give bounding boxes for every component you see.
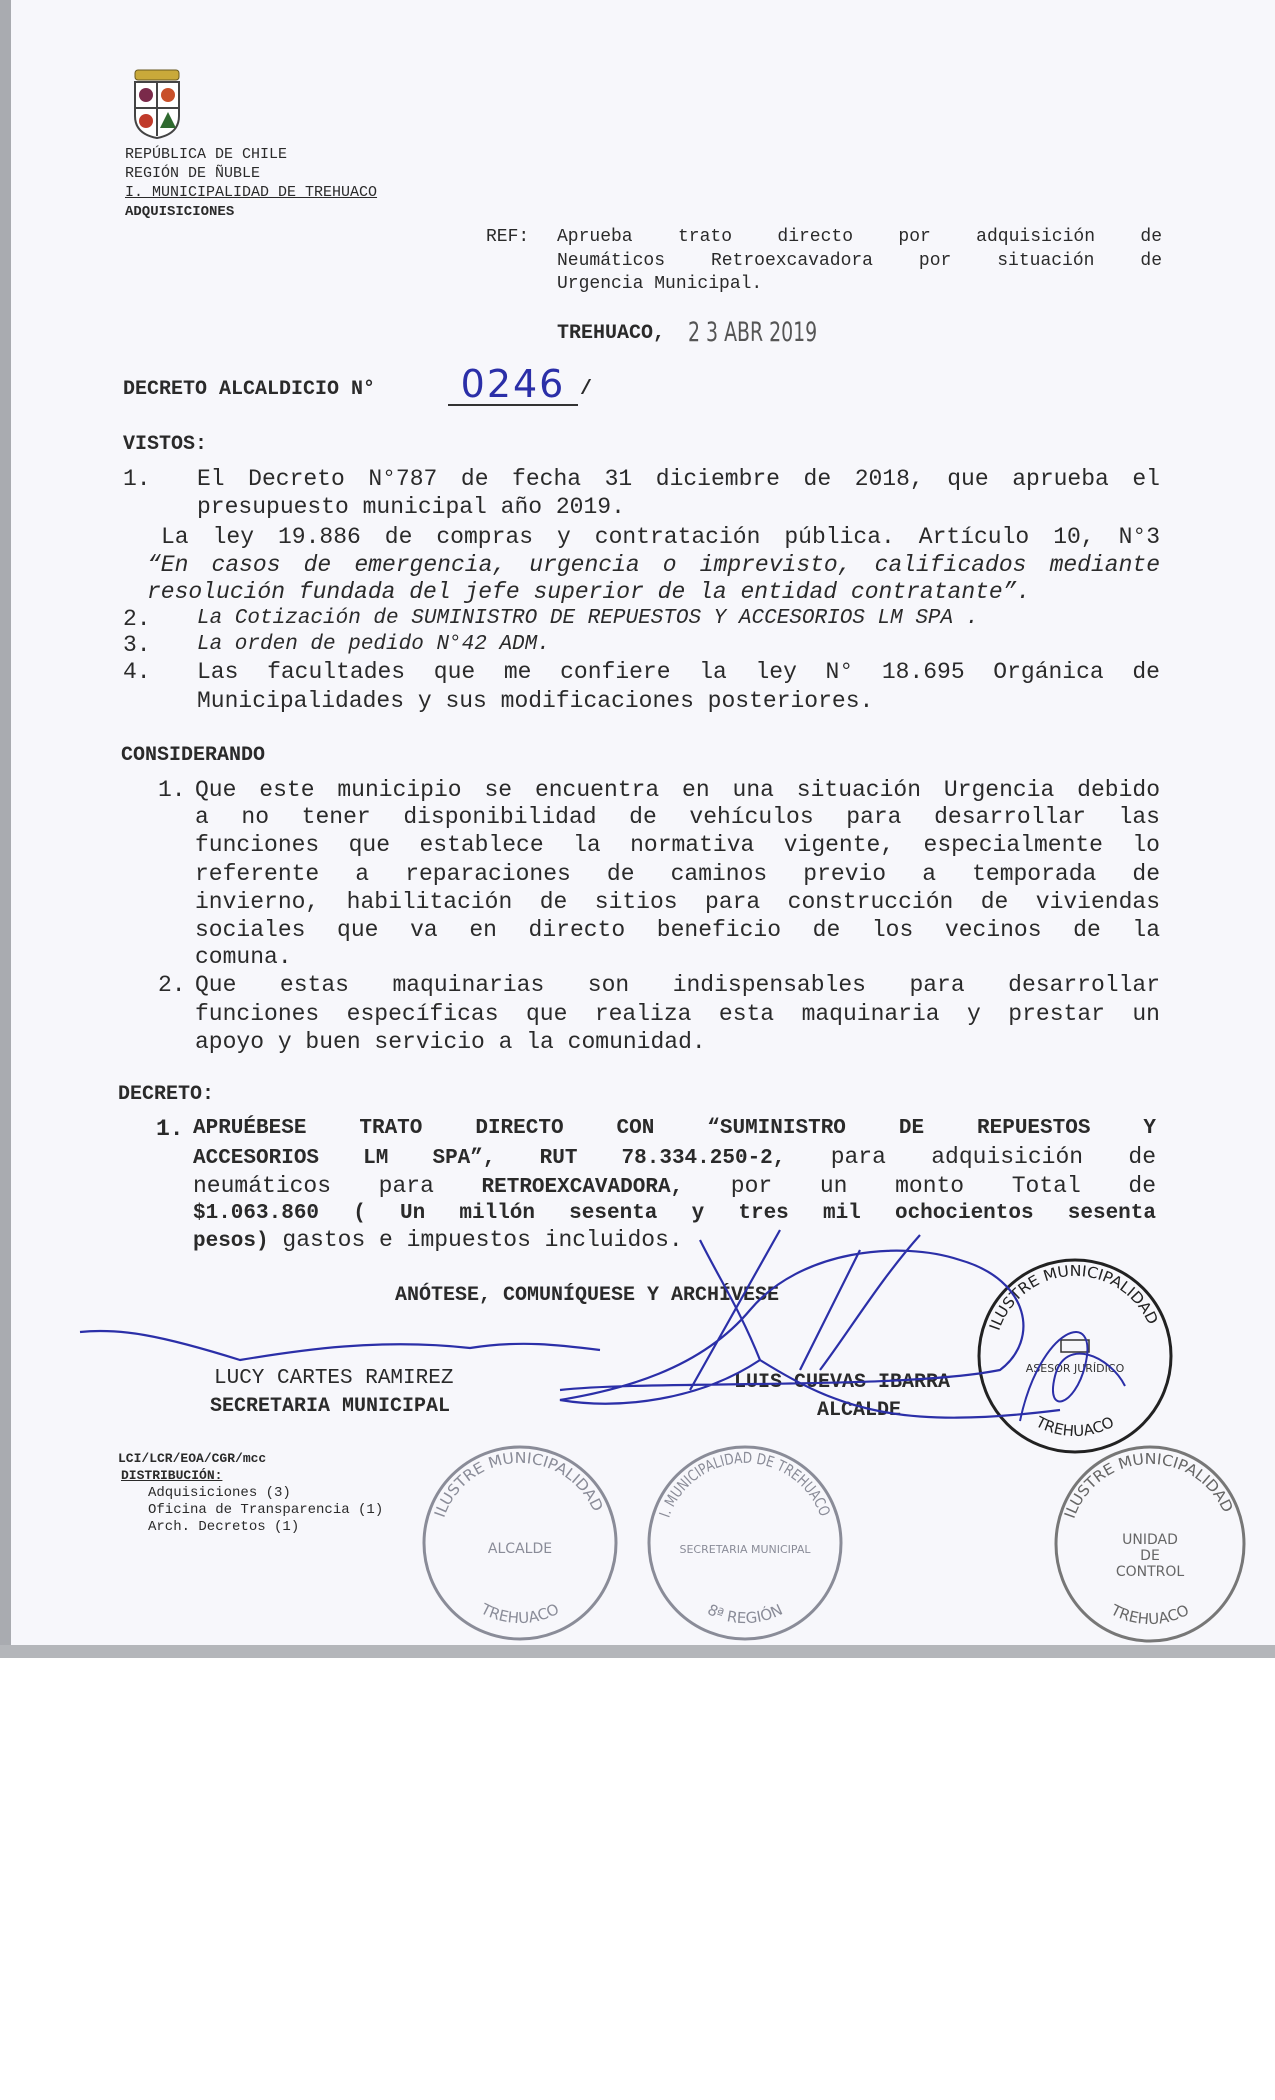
considerando-heading: CONSIDERANDO: [121, 744, 266, 767]
mayor-title: ALCALDE: [817, 1399, 902, 1422]
stamp-center-text: ASESOR JURÍDICO: [1025, 1362, 1125, 1375]
svg-text:TREHUACO: [1107, 1600, 1192, 1628]
stamp-center-text: CONTROL: [1115, 1564, 1185, 1580]
stamp-bottom-text: TREHUACO: [1108, 1600, 1192, 1629]
distribution-item: Oficina de Transparencia (1): [148, 1502, 384, 1518]
closing-formula: ANÓTESE, COMUNÍQUESE Y ARCHÍVESE: [395, 1284, 780, 1307]
mayor-name: LUIS CUEVAS IBARRA: [734, 1371, 951, 1394]
header-municipality: I. MUNICIPALIDAD DE TREHUACO: [125, 184, 378, 201]
distribution-item: Adquisiciones (3): [148, 1485, 291, 1501]
stamp-bottom-text: TREHUACO: [1033, 1412, 1117, 1441]
vistos-item-2: La Cotización de SUMINISTRO DE REPUESTOS Y ACCESORIOS LM SPA .: [197, 607, 979, 630]
decreto-text: por un monto Total de: [683, 1173, 1156, 1199]
secretary-signature: [80, 1331, 600, 1360]
decreto-machine: RETROEXCAVADORA,: [481, 1176, 684, 1199]
decreto-item-1-line: APRUÉBESE TRATO DIRECTO CON “SUMINISTRO DE REPUESTOS Y: [193, 1117, 1156, 1140]
considerando-item-1-line: sociales que va en directo beneficio de los vecinos de la: [195, 917, 1160, 943]
vistos-item-1-line: El Decreto N°787 de fecha 31 diciembre de 2018, que aprueba el: [197, 466, 1160, 492]
secretary-title: SECRETARIA MUNICIPAL: [210, 1395, 451, 1418]
stamp-ring-text: ILUSTRE MUNICIPALIDAD: [430, 1448, 607, 1520]
stamp-ring-text: ILUSTRE MUNICIPALIDAD: [985, 1261, 1162, 1333]
considerando-item-1-line: a no tener disponibilidad de vehículos para desarrollar las: [195, 804, 1160, 830]
considerando-item-2-line: apoyo y buen servicio a la comunidad.: [195, 1029, 706, 1055]
vistos-ley-line: La ley 19.886 de compras y contratación pública. Artículo 10, N°3: [161, 524, 1160, 550]
stamp-bottom-text: 8ª REGIÓN: [704, 1600, 786, 1628]
vistos-item-4-line: Municipalidades y sus modificaciones posteriores.: [197, 688, 874, 714]
vistos-ley-quote-line: resolución fundada del jefe superior de la entidad contratante”.: [147, 579, 1031, 605]
distribution-label: DISTRIBUCIÓN:: [121, 1468, 223, 1483]
scan-edge-bottom: [0, 1645, 1275, 1658]
place: TREHUACO,: [557, 322, 666, 345]
stamp-center-text: SECRETARIA MUNICIPAL: [679, 1543, 811, 1556]
ref-label: REF:: [486, 227, 530, 247]
decreto-amount-line: $1.063.860 ( Un millón sesenta y tres mil ochocientos sesenta: [193, 1202, 1156, 1225]
considerando-item-1-line: Que este municipio se encuentra en una situación Urgencia debido: [195, 777, 1160, 803]
secretary-name: LUCY CARTES RAMIREZ: [214, 1367, 454, 1390]
considerando-item-number: 2.: [158, 972, 186, 998]
considerando-item-number: 1.: [158, 777, 186, 803]
considerando-item-2-line: Que estas maquinarias son indispensables para desarrollar: [195, 972, 1160, 998]
stamp-center-text: UNIDAD: [1122, 1532, 1178, 1548]
vistos-heading: VISTOS:: [123, 433, 208, 456]
considerando-item-1-line: funciones que establece la normativa vigente, especialmente lo: [195, 832, 1160, 858]
ref-line: Neumáticos Retroexcavadora por situación de: [557, 251, 1162, 271]
vistos-item-4-line: Las facultades que me confiere la ley N° 18.695 Orgánica de: [197, 659, 1160, 685]
footer-initials: LCI/LCR/EOA/CGR/mcc: [118, 1451, 267, 1466]
header-region: REGIÓN DE ÑUBLE: [125, 165, 261, 182]
decreto-text: gastos e impuestos incluidos.: [268, 1227, 683, 1253]
signatures-ink: [0, 1220, 1275, 1580]
vistos-item-number: 1.: [123, 466, 151, 492]
ref-line: Urgencia Municipal.: [557, 274, 763, 294]
vistos-item-3: La orden de pedido N°42 ADM.: [197, 633, 550, 656]
stamp-ring-text: ILUSTRE MUNICIPALIDAD: [1060, 1449, 1237, 1521]
municipal-crest-logo: [127, 64, 187, 140]
decree-title-label: DECRETO ALCALDICIO N°: [123, 378, 376, 401]
vistos-item-number: 2.: [123, 606, 151, 632]
decreto-item-number: 1.: [156, 1116, 184, 1142]
considerando-item-1-line: invierno, habilitación de sitios para construcción de viviendas: [195, 889, 1160, 915]
stamp-ring-text: I. MUNICIPALIDAD DE TREHUACO: [655, 1448, 835, 1521]
decreto-text-bold: pesos): [193, 1230, 269, 1253]
ref-line: Aprueba trato directo por adquisición de: [557, 227, 1162, 247]
decreto-text: para adquisición de: [785, 1144, 1156, 1170]
date-stamp: 2 3 ABR 2019: [688, 317, 818, 348]
svg-text:8ª REGIÓN: [705, 1601, 786, 1628]
considerando-item-1-line: referente a reparaciones de caminos previo a temporada de: [195, 861, 1160, 887]
vistos-ley-quote-line: “En casos de emergencia, urgencia o imprevisto, calificados mediante: [147, 552, 1160, 578]
vistos-item-number: 3.: [123, 632, 151, 658]
considerando-item-2-line: funciones específicas que realiza esta maquinaria y prestar un: [195, 1001, 1160, 1027]
decreto-text: neumáticos para: [193, 1173, 482, 1199]
distribution-item: Arch. Decretos (1): [148, 1519, 300, 1535]
header-department: ADQUISICIONES: [125, 204, 235, 220]
decreto-item-1-line: [193, 1145, 1156, 1171]
stamp-center-text: DE: [1140, 1548, 1160, 1564]
header-country: REPÚBLICA DE CHILE: [125, 146, 288, 163]
decreto-item-1-line: [193, 1174, 1156, 1200]
decree-number-handwritten: 0246: [448, 364, 578, 406]
decree-title-slash: /: [580, 378, 593, 401]
vistos-item-number: 4.: [123, 659, 151, 685]
stamp-center-text: ALCALDE: [487, 1541, 553, 1557]
decreto-supplier-rut: ACCESORIOS LM SPA”, RUT 78.334.250-2,: [193, 1147, 786, 1170]
mayor-signature: [560, 1230, 1060, 1418]
stamp-bottom-text: TREHUACO: [478, 1599, 562, 1628]
vistos-item-1-line: presupuesto municipal año 2019.: [197, 494, 625, 520]
decreto-heading: DECRETO:: [118, 1083, 215, 1106]
svg-text:TREHUACO: [477, 1599, 562, 1627]
considerando-item-1-line: comuna.: [195, 944, 292, 970]
